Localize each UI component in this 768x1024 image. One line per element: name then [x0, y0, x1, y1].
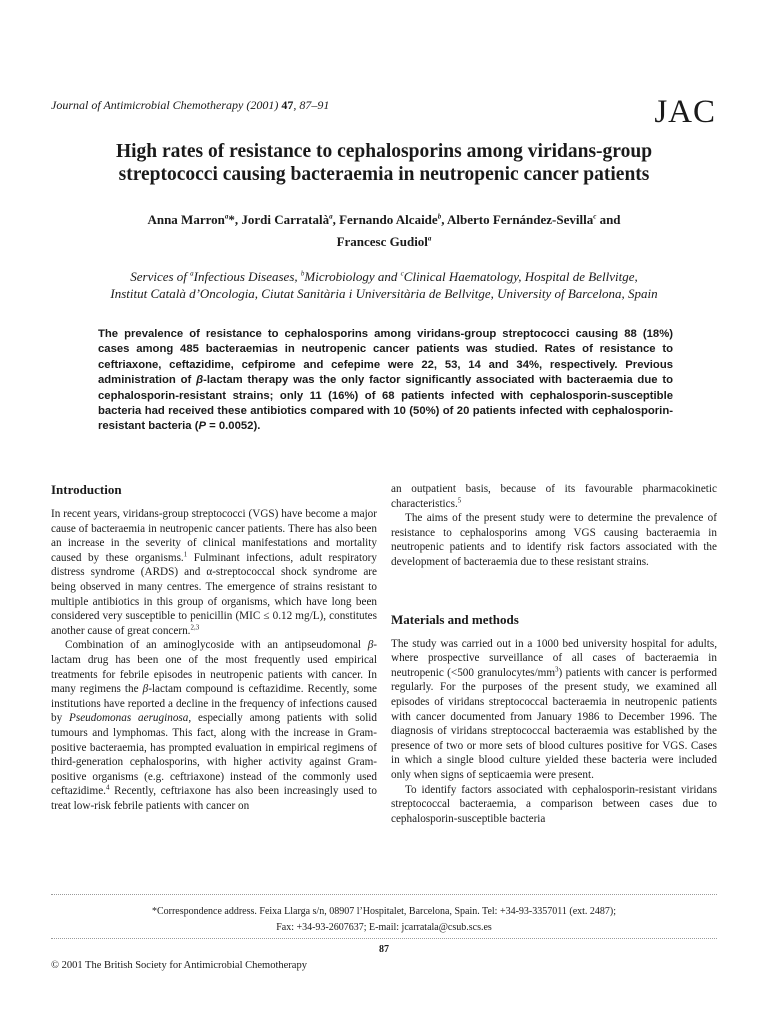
title-line-2: streptococci causing bacteraemia in neutropenic cancer patients — [118, 164, 650, 185]
journal-volume: 47 — [281, 98, 294, 112]
journal-name: Journal of Antimicrobial Chemotherapy — [51, 98, 244, 112]
right-column — [391, 482, 717, 826]
author-list — [60, 209, 708, 253]
footnote-divider-bottom — [51, 938, 717, 939]
jac-logo: JAC — [654, 94, 716, 130]
title-line-1: High rates of resistance to cephalosporins among viridans-group — [115, 141, 653, 162]
journal-pages: , 87–91 — [293, 98, 330, 112]
affiliation-line-2: Institut Català d’Oncologia, Ciutat Sanitària i Universitària de Bellvitge, University of Barcelona, Spain — [110, 286, 658, 301]
methods-paragraph-1: The study was carried out in a 1000 bed university hospital for adults, where prospective surveillance of all cases of bacteraemia in neutropenic (<500 granulocytes/$mm^3$) patients with cancer is performed regularly. For the purposes of the present study, we examined all episodes of viridans streptococcal bacteraemia in neutropenic patients with cancer documented from January 1986 to December 1996. The diagnosis of viridans streptococcal bacteraemia was established by the presence of two or more sets of blood cultures positive for VGS. Cases in which a single blood culture yielded these bacteria were included only when signs of septicaemia were present. — [391, 637, 717, 781]
author-5: Francesc Gudiol$^a$ — [336, 234, 432, 249]
page-number: 87 — [379, 944, 389, 955]
correspondence-line-2: Fax: +34-93-2607637; E-mail: jcarratala@csub.scs.es — [276, 922, 492, 933]
affiliation-line-1: Services of $^a$Infectious Diseases, $^b$Microbiology and $^c$Clinical Haematology, Hospital de Bellvitge, — [130, 269, 638, 284]
intro-paragraph-3: The aims of the present study were to determine the prevalence of resistance to cephalosporins among VGS causing bacteraemia in neutropenic patients and to identify risk factors associated with the development of bacteraemia due to these resistant strains. — [391, 512, 717, 568]
introduction-heading: Introduction — [51, 482, 122, 497]
intro-paragraph-1: In recent years, viridans-group streptococci (VGS) have become a major cause of bacteraemia in neutropenic cancer patients. There has also been an increase in the severity of clinical manifestations and mortality caused by these organisms.$^1$ Fulminant infections, adult respiratory distress syndrome (ARDS) and α-streptococcal shock syndrome are being observed in many centres. The emergence of strains resistant to multiple antibiotics in this group of organisms, which have long been considered very susceptible to penicillin (MIC ≤ 0.12 mg/L), constitutes another cause of great concern.$^{2,3}$ — [51, 508, 377, 637]
affiliations — [40, 268, 728, 302]
methods-paragraph-2: To identify factors associated with cephalosporin-resistant viridans streptococcal bacteraemia, a comparison between cases due to cephalosporin-susceptible bacteria — [391, 783, 717, 825]
copyright-notice: © 2001 The British Society for Antimicrobial Chemotherapy — [51, 960, 307, 971]
author-4: Alberto Fernández-Sevilla$^c$ and — [446, 212, 621, 227]
correspondence-footnote — [51, 904, 717, 936]
left-column — [51, 482, 377, 813]
article-title — [40, 140, 728, 186]
intro-paragraph-2: Combination of an aminoglycoside with an antipseudomonal β-lactam drug has been one of the most frequently used empirical treatments for febrile episodes in neutropenic patients with cancer. In many regimens the β-lactam compound is ceftazidime. Recently, some institutions have reported a decline in the frequency of infections caused by Pseudomonas aeruginosa, especially among patients with solid tumours and lymphomas. This fact, along with the increase in Gram-positive bacteraemia, has prompted evaluation in empirical regimens of third-generation cephalosporins, with higher activity against Gram-positive organisms (e.g. ceftriaxone) instead of the commonly used ceftazidime.$^4$ Recently, ceftriaxone has also been increasingly used to treat low-risk febrile patients with cancer on — [51, 639, 378, 812]
correspondence-line-1: *Correspondence address. Feixa Llarga s/n, 08907 l’Hospitalet, Barcelona, Spain. Tel: +34-93-3357011 (ext. 2487); — [151, 906, 617, 917]
author-2: Jordi Carratalà$^a$, — [241, 212, 340, 227]
journal-citation — [51, 98, 329, 113]
abstract: The prevalence of resistance to cephalosporins among viridans-group streptococci causing 88 (18%) cases among 485 bacteraemias in neutropenic cancer patients was studied. Rates of resistance to ceftriaxone, ceftazidime, cefpirome and cefepime were 22, 53, 14 and 34%, respectively. Previous administration of β-lactam therapy was the only factor significantly associated with bacteraemia due to cephalosporin-resistant strains; only 11 (16%) of 68 patients infected with cephalosporin-susceptible bacteria had received these antibiotics compared with 10 (50%) of 20 patients infected with cephalosporin-resistant bacteria (P = 0.0052). — [98, 328, 673, 433]
footnote-divider-top — [51, 894, 717, 895]
journal-year: (2001) — [243, 98, 282, 112]
methods-heading: Materials and methods — [391, 611, 519, 627]
intro-paragraph-2-cont: an outpatient basis, because of its favourable pharmacokinetic characteristics.$^5$ — [391, 483, 717, 510]
author-1: Anna Marron$^a$*, — [147, 212, 242, 227]
author-3: Fernando Alcaide$^b$, — [339, 212, 447, 227]
